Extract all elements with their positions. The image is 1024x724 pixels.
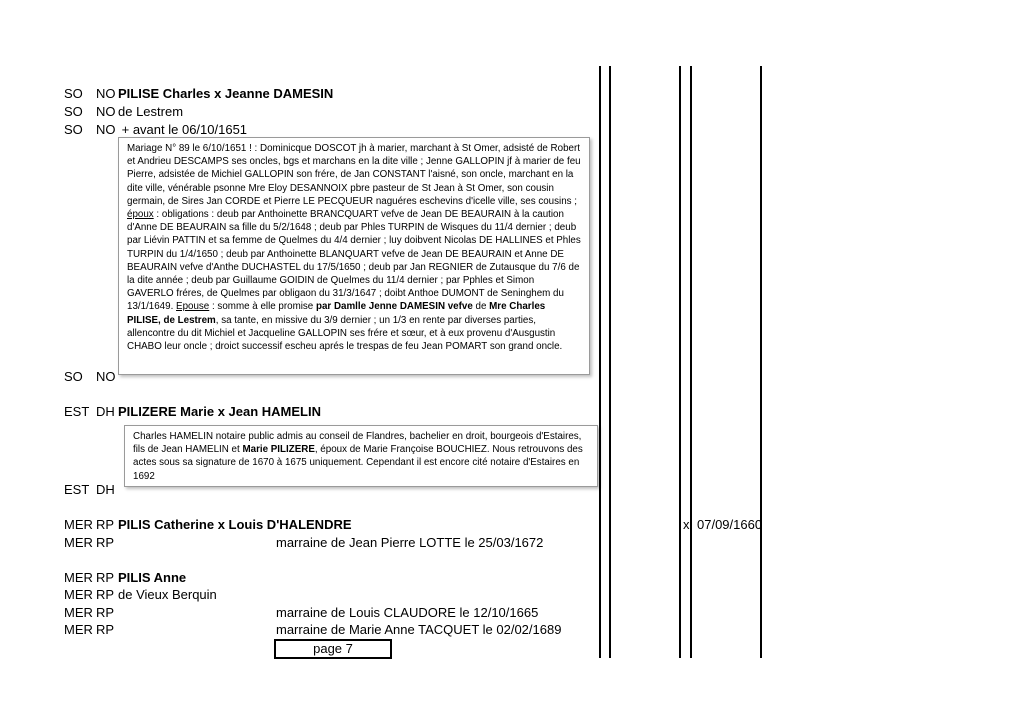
note-label-epouse: Epouse xyxy=(176,301,210,313)
row-code1: MER xyxy=(64,605,93,620)
marriage-mark: x xyxy=(683,517,690,532)
row-code2: RP xyxy=(96,535,115,550)
note-text: de xyxy=(472,301,490,313)
column-divider xyxy=(679,66,681,658)
entry-text: + avant le 06/10/1651 xyxy=(118,122,248,137)
row-code2: NO xyxy=(96,369,116,384)
column-divider xyxy=(690,66,692,658)
entry-title: PILIS Catherine x Louis D'HALENDRE xyxy=(118,517,352,532)
row-code1: SO xyxy=(64,104,83,119)
note-label-epoux: époux xyxy=(127,209,154,221)
row-code2: RP xyxy=(96,622,115,637)
row-code1: MER xyxy=(64,587,93,602)
note-text: : somme à elle promise xyxy=(209,301,316,313)
row-code1: MER xyxy=(64,535,93,550)
row-code2: DH xyxy=(96,482,115,497)
row-code2: DH xyxy=(96,404,115,419)
note-text: , sa tante, en missive du 3/9 dernier ; un 1/3 en rente par diverses parties, allencontre du dit Michiel et Jacqueline GALLOPIN ses frére et sœur, et à eux provenu d'Ausgustin CHABO leur oncle ; droict successif escheu aprés le trespas de feu Jean POMART son grand oncle. xyxy=(127,314,563,353)
row-code2: RP xyxy=(96,587,115,602)
note-box-marriage xyxy=(118,137,590,375)
row-code1: EST xyxy=(64,482,90,497)
entry-text: marraine de Louis CLAUDORE le 12/10/1665 xyxy=(276,605,539,620)
note-box-hamelin xyxy=(124,425,598,487)
entry-title: PILIS Anne xyxy=(118,570,187,585)
note-text: : obligations : deub par Anthoinette BRANCQUART vefve de Jean DE BEAURAIN à la caution d'Anne DE BEAURAIN sa fille du 5/2/1648 ; deub par Phles TURPIN de Wisques du 11/4 dernier ; deub par Liévin PATTIN et sa femme de Quelmes du 4/4 dernier ; luy doibvent Nicolas DE HALLINES et Phles TURPIN du 1/4/1650 ; deub par Anthoinette BLANQUART vefve de Jean DE BEAURAIN et Anne DE BEAURAIN vefve d'Anthe DUCHASTEL du 17/5/1650 ; deub par Jan REGNIER de Zutausque du 7/6 de la dite année ; deub par Guillaume GOIDIN de Quelmes du 11/4 dernier ; par Pphles et Simon GAVERLO fréres, de Quelmes par obligaon du 31/3/1647 ; doibt Anthoe DUMONT de Seninghem du 13/1/1649. xyxy=(127,209,581,313)
row-code1: MER xyxy=(64,570,93,585)
row-code1: SO xyxy=(64,122,83,137)
row-code2: NO xyxy=(96,86,116,101)
entry-title: PILIZERE Marie x Jean HAMELIN xyxy=(118,404,321,419)
entry-text: marraine de Marie Anne TACQUET le 02/02/1689 xyxy=(276,622,562,637)
note-text: , époux de Marie Françoise BOUCHIEZ. Nous retrouvons des actes sous sa signature de 1670 à 1675 uniquement. Cependant il est encore cité notaire d'Estaires en 1692 xyxy=(133,444,583,482)
note-text: Charles HAMELIN notaire public admis au conseil de Flandres, bachelier en droit, bourgeois d'Estaires, fils de Jean HAMELIN et xyxy=(133,431,582,456)
row-code2: RP xyxy=(96,570,115,585)
row-code1: MER xyxy=(64,622,93,637)
row-code1: MER xyxy=(64,517,93,532)
row-code2: RP xyxy=(96,605,115,620)
row-code1: SO xyxy=(64,369,83,384)
note-bold: par Damlle Jenne DAMESIN vefve xyxy=(315,301,473,313)
note-text: Mariage N° 89 le 6/10/1651 ! : Dominicque DOSCOT jh à marier, marchant à St Omer, adsisté de Robert et Andrieu DESCAMPS ses oncles, bgs et marchans en la dite ville ; Jenne GALLOPIN jf à marier de feu Pierre, adsistée de Michiel GALLOPIN son frére, de Jan CONSTANT l'aisné, son oncle, marchant en la dite ville, vénérable psonne Mre Eloy DESANNOIX pbre pasteur de St Jean à St Omer, son cousin germain, de Sires Jan CORDE et Pierre LE PECQUEUR naguéres eschevins d'icelle ville, ses cousins ; xyxy=(127,143,581,207)
entry-text: marraine de Jean Pierre LOTTE le 25/03/1672 xyxy=(276,535,544,550)
note-bold: Marie PILIZERE xyxy=(242,444,315,456)
note-bold: Mre Charles PILISE, de Lestrem xyxy=(127,301,546,326)
entry-text: de Lestrem xyxy=(118,104,184,119)
row-code2: RP xyxy=(96,517,115,532)
marriage-date: 07/09/1660 xyxy=(697,517,763,532)
entry-title: PILISE Charles x Jeanne DAMESIN xyxy=(118,86,334,101)
row-code1: EST xyxy=(64,404,90,419)
page-number: page 7 xyxy=(274,639,392,659)
row-code2: NO xyxy=(96,104,116,119)
column-divider xyxy=(599,66,601,658)
entry-text: de Vieux Berquin xyxy=(118,587,217,602)
row-code1: SO xyxy=(64,86,83,101)
column-divider xyxy=(760,66,762,658)
column-divider xyxy=(609,66,611,658)
row-code2: NO xyxy=(96,122,116,137)
